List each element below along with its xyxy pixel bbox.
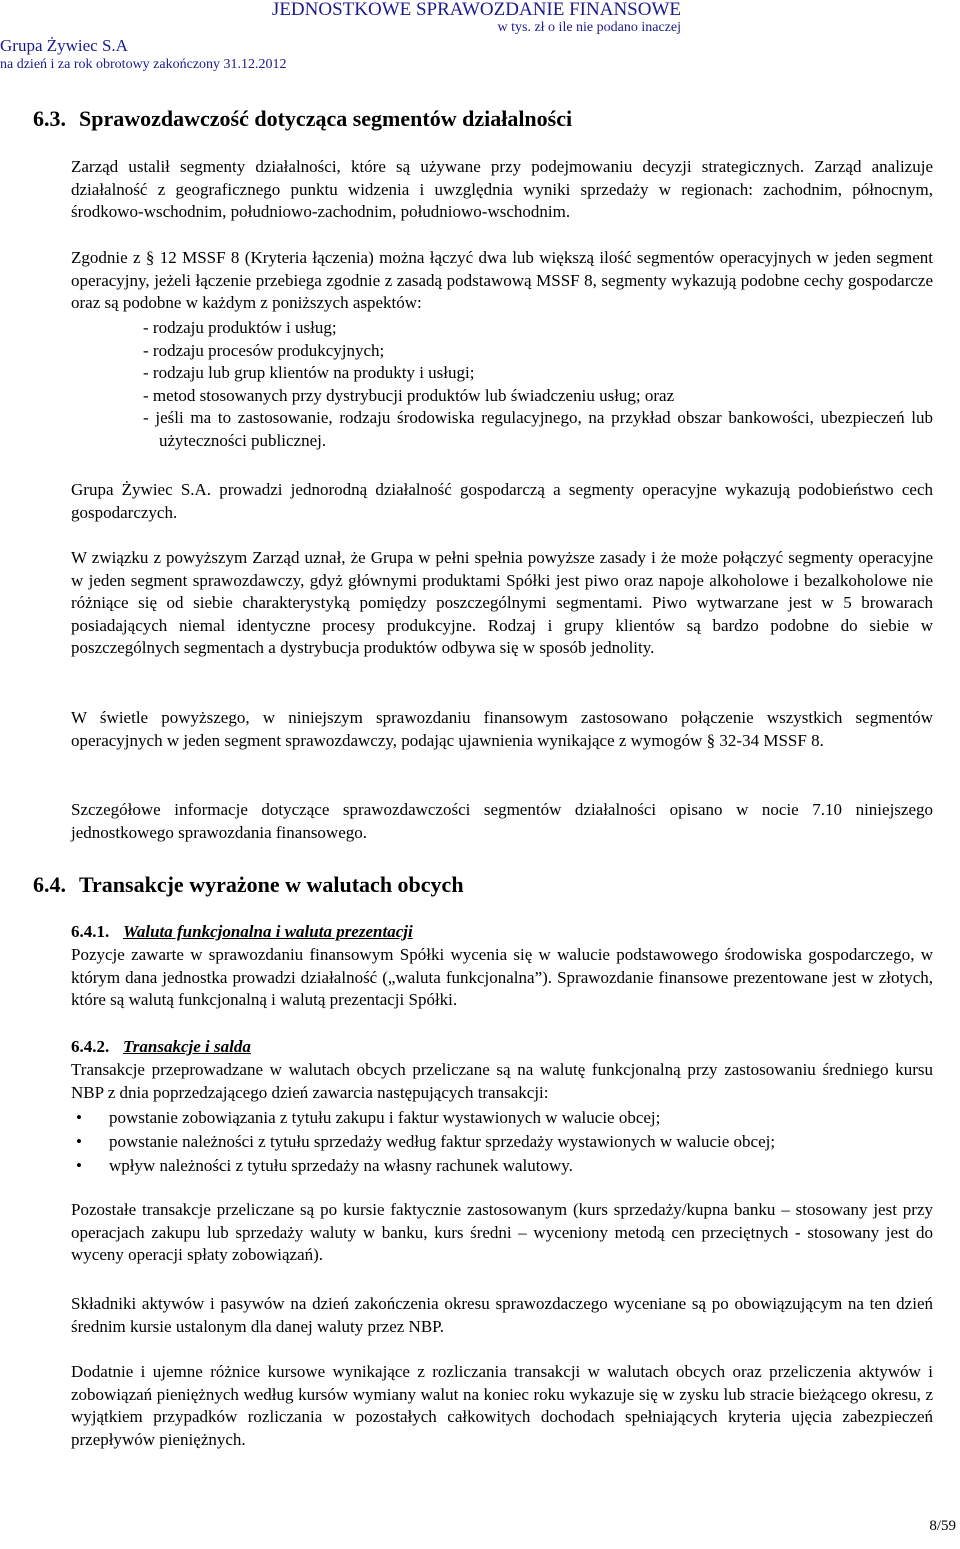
list-item: • wpływ należności z tytułu sprzedaży na własny rachunek walutowy.: [71, 1154, 933, 1178]
section-heading-6-3: [33, 106, 572, 132]
list-item: - rodzaju lub grup klientów na produkty i usługi;: [143, 363, 475, 382]
subsection-title: Transakcje i salda: [123, 1037, 251, 1056]
company-name: Grupa Żywiec S.A: [0, 36, 128, 55]
paragraph: W świetle powyższego, w niniejszym sprawozdaniu finansowym zastosowano połączenie wszystkich segmentów operacyjnych w jeden segment sprawozdawczy, podając ujawnienia wynikające z wymogów § 32-34 MSSF 8.: [71, 708, 933, 750]
paragraph: Dodatnie i ujemne różnice kursowe wynikające z rozliczania transakcji w walutach obcych oraz przeliczenia aktywów i zobowiązań pieniężnych według kursów wymiany walut na koniec roku wykazuje się w zysku lub stracie bieżącego okresu, z wyjątkiem przypadków rozliczania w pozostałych całkowitych dochodach spełniających kryteria ujęcia zabezpieczeń przepływów pieniężnych.: [71, 1362, 933, 1449]
bullet-icon: •: [76, 1132, 82, 1151]
transactions-list: [71, 1106, 933, 1178]
section-number: 6.4.: [33, 872, 66, 897]
unit-note: w tys. zł o ile nie podano inaczej: [497, 20, 681, 35]
paragraph: Pozostałe transakcje przeliczane są po kursie faktycznie zastosowanym (kurs sprzedaży/kupna banku – stosowany jest przy operacjach zakupu lub sprzedaży waluty w banku, kurs średni – wyceniony metodą cen przeciętnych - stosowany jest do wyceny operacji spłaty zobowiązań).: [71, 1200, 933, 1264]
paragraph: Grupa Żywiec S.A. prowadzi jednorodną działalność gospodarczą a segmenty operacyjne wykazują podobieństwo cech gospodarczych.: [71, 480, 933, 522]
paragraph: Transakcje przeprowadzane w walutach obcych przeliczane są na walutę funkcjonalną przy zastosowaniu średniego kursu NBP z dnia poprzedzającego dzień zawarcia następujących transakcji:: [71, 1060, 933, 1102]
list-item: - rodzaju procesów produkcyjnych;: [143, 340, 385, 360]
subsection-title: Waluta funkcjonalna i waluta prezentacji: [123, 922, 413, 941]
list-item: - metod stosowanych przy dystrybucji produktów lub świadczeniu usług; oraz: [143, 385, 675, 405]
section-number: 6.3.: [33, 106, 66, 131]
paragraph: Zgodnie z § 12 MSSF 8 (Kryteria łączenia) można łączyć dwa lub większą ilość segmentów operacyjnych w jeden segment operacyjny, jeżeli łączenie przebiega zgodnie z zasadą podstawową MSSF 8, segmenty wykazują podobne cechy gospodarcze oraz są podobne w każdym z poniższych aspektów:: [71, 248, 933, 312]
list-item: • powstanie zobowiązania z tytułu zakupu i faktur wystawionych w walucie obcej;: [71, 1106, 933, 1130]
section-heading-6-4: [33, 872, 464, 898]
paragraph: W związku z powyższym Zarząd uznał, że Grupa w pełni spełnia powyższe zasady i że może połączyć segmenty operacyjne w jeden segment sprawozdawczy, gdyż głównymi produktami Spółki jest piwo oraz napoje alkoholowe i bezalkoholowe nie różniące się od siebie charakterystyką pomiędzy poszczególnymi segmentami. Piwo wytwarzane jest w 5 browarach posiadających niemal identyczne procesy produkcyjne. Rodzaj i grupy klientów są bardzo podobne do siebie w poszczególnych segmentach a dystrybucja produktów odbywa się w sposób jednolity.: [71, 548, 933, 657]
section-title: Sprawozdawczość dotycząca segmentów działalności: [79, 106, 573, 131]
list-item: • powstanie należności z tytułu sprzedaży według faktur sprzedaży wystawionych w walucie obcej;: [71, 1130, 933, 1154]
paragraph: Pozycje zawarte w sprawozdaniu finansowym Spółki wycenia się w walucie podstawowego środowiska gospodarczego, w którym dana jednostka prowadzi działalność („waluta funkcjonalna”). Sprawozdanie finansowe prezentowane jest w złotych, które są walutą funkcjonalną i walutą prezentacji Spółki.: [71, 945, 933, 1009]
paragraph: Zarząd ustalił segmenty działalności, które są używane przy podejmowaniu decyzji strategicznych. Zarząd analizuje działalność z geograficznego punktu widzenia i uwzględnia wyniki sprzedaży w regionach: zachodnim, północnym, środkowo-wschodnim, południowo-zachodnim, południowo-wschodnim.: [71, 157, 933, 221]
subsection-heading-6-4-1: [71, 922, 413, 942]
page-number: 8/59: [929, 1518, 956, 1534]
aspects-list: [143, 317, 933, 452]
report-title: JEDNOSTKOWE SPRAWOZDANIE FINANSOWE: [271, 0, 681, 20]
list-item: - rodzaju produktów i usług;: [143, 318, 337, 337]
subsection-number: 6.4.1.: [71, 922, 110, 941]
paragraph: Składniki aktywów i pasywów na dzień zakończenia okresu sprawozdaczego wyceniane są po obowiązującym na ten dzień średnim kursie ustalonym dla danej waluty przez NBP.: [71, 1294, 933, 1336]
subsection-heading-6-4-2: [71, 1037, 251, 1057]
paragraph: Szczegółowe informacje dotyczące sprawozdawczości segmentów działalności opisano w nocie 7.10 niniejszego jednostkowego sprawozdania finansowego.: [71, 800, 933, 842]
subsection-number: 6.4.2.: [71, 1037, 110, 1056]
reporting-period: na dzień i za rok obrotowy zakończony 31.12.2012: [0, 57, 287, 72]
bullet-icon: •: [76, 1108, 82, 1127]
company-header: [0, 36, 287, 74]
report-header: [272, 0, 681, 36]
bullet-icon: •: [76, 1156, 82, 1175]
section-title: Transakcje wyrażone w walutach obcych: [79, 872, 464, 897]
list-item: - jeśli ma to zastosowanie, rodzaju środowiska regulacyjnego, na przykład obszar bankowości, ubezpieczeń lub użyteczności publicznej.: [143, 408, 933, 450]
